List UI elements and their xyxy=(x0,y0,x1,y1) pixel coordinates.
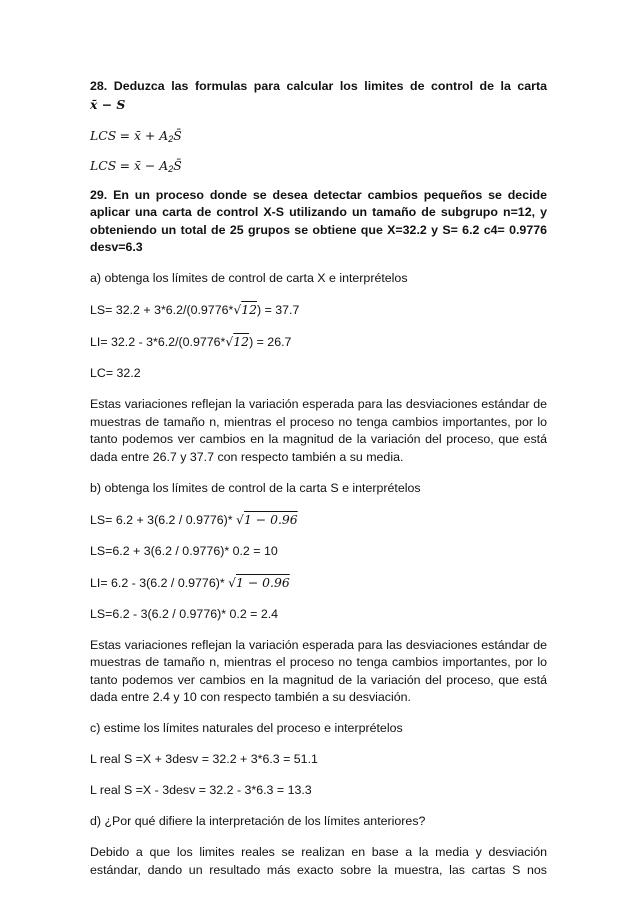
sqrt-symbol: √1 − 0.96 xyxy=(236,511,298,527)
q29-a-li xyxy=(90,333,547,352)
q29-b-prompt: b) obtenga los límites de control de la carta S e interprételos xyxy=(90,480,421,495)
q29-a-prompt: a) obtenga los límites de control de carta X e interprételos xyxy=(90,271,408,285)
sqrt-radicand: 1 − 0.96 xyxy=(243,511,298,527)
lcs-sbar: S̄ xyxy=(173,157,182,173)
lcs-label: LCS xyxy=(90,157,117,173)
q29-b-ls-1 xyxy=(90,511,547,530)
q28-title: 28. Deduzca las formulas para calcular los limites de control de la carta xyxy=(90,79,547,93)
q29-c-line-1: L real S =X + 3desv = 32.2 + 3*6.3 = 51.1 xyxy=(90,752,318,766)
lcs-formula-2 xyxy=(90,157,547,174)
lcs-label: LCS xyxy=(90,127,117,143)
q29-a-interpretation: Estas variaciones reflejan la variación esperada para las desviaciones estándar de muestras de tamaño n, mientras el proceso no tenga cambios importantes, por lo tanto podemos ver cambios en la magnitud de la variación del proceso, que está dada entre 26.7 y 37.7 con respecto también a su media. xyxy=(90,397,547,464)
lcs-rhs: = x̄ − A xyxy=(119,157,169,173)
a-li-text: LI= 32.2 - 3*6.2/(0.9776* xyxy=(90,335,226,349)
q29-b-ls-2: LS=6.2 + 3(6.2 / 0.9776)* 0.2 = 10 xyxy=(90,543,278,558)
a-ls-result: ) = 37.7 xyxy=(257,303,300,317)
q29-b-interpretation: Estas variaciones reflejan la variación esperada para las desviaciones estándar de muestras de tamaño n, mientras el proceso no tenga cambios importantes, por lo tanto podemos ver cambios en la magnitud de la variación del proceso, que está dada entre 2.4 y 10 con respecto también a su desviación. xyxy=(90,637,547,704)
a-li-result: ) = 26.7 xyxy=(249,335,292,349)
sqrt-symbol: √12 xyxy=(233,302,257,317)
sqrt-radicand: 12 xyxy=(233,334,250,349)
document-page xyxy=(90,78,547,893)
q29-b-li-1 xyxy=(90,574,547,593)
lcs-rhs: = x̄ + A xyxy=(119,127,169,143)
b-li-text: LI= 6.2 - 3(6.2 / 0.9776)* xyxy=(90,575,229,590)
q29-b-li-2: LS=6.2 - 3(6.2 / 0.9776)* 0.2 = 2.4 xyxy=(90,606,279,621)
sqrt-symbol: √1 − 0.96 xyxy=(228,574,290,590)
q29-c-line-2: L real S =X - 3desv = 32.2 - 3*6.3 = 13.3 xyxy=(90,783,312,797)
a-ls-text: LS= 32.2 + 3*6.2/(0.9776* xyxy=(90,303,234,317)
question-28 xyxy=(90,78,547,113)
q28-title-formula: x̄ − S xyxy=(90,96,126,112)
q29-c-prompt: c) estime los límites naturales del proceso e interprételos xyxy=(90,721,403,735)
q29-d-prompt: d) ¿Por qué difiere la interpretación de los límites anteriores? xyxy=(90,814,426,828)
lcs-subscript: 2 xyxy=(168,133,174,144)
q29-d-answer: Debido a que los limites reales se realizan en base a la media y desviación estándar, dando un resultado más exacto sobre la muestra, las cartas S nos xyxy=(90,845,547,877)
b-ls-text: LS= 6.2 + 3(6.2 / 0.9776)* xyxy=(90,512,237,527)
lcs-formula-1 xyxy=(90,127,547,144)
sqrt-radicand: 1 − 0.96 xyxy=(236,574,290,590)
q29-title: 29. En un proceso donde se desea detectar cambios pequeños se decide aplicar una carta de control X-S utilizando un tamaño de subgrupo n=12, y obteniendo un total de 25 grupos se obtiene que X=32.2 y S= 6.2 c4= 0.9776 desv=6.3 xyxy=(90,187,547,254)
q29-a-ls xyxy=(90,301,547,320)
sqrt-symbol: √12 xyxy=(225,334,250,349)
lcs-subscript: 2 xyxy=(168,163,174,174)
q29-a-lc: LC= 32.2 xyxy=(90,366,141,380)
lcs-sbar: S̄ xyxy=(173,127,182,143)
sqrt-radicand: 12 xyxy=(241,302,257,317)
